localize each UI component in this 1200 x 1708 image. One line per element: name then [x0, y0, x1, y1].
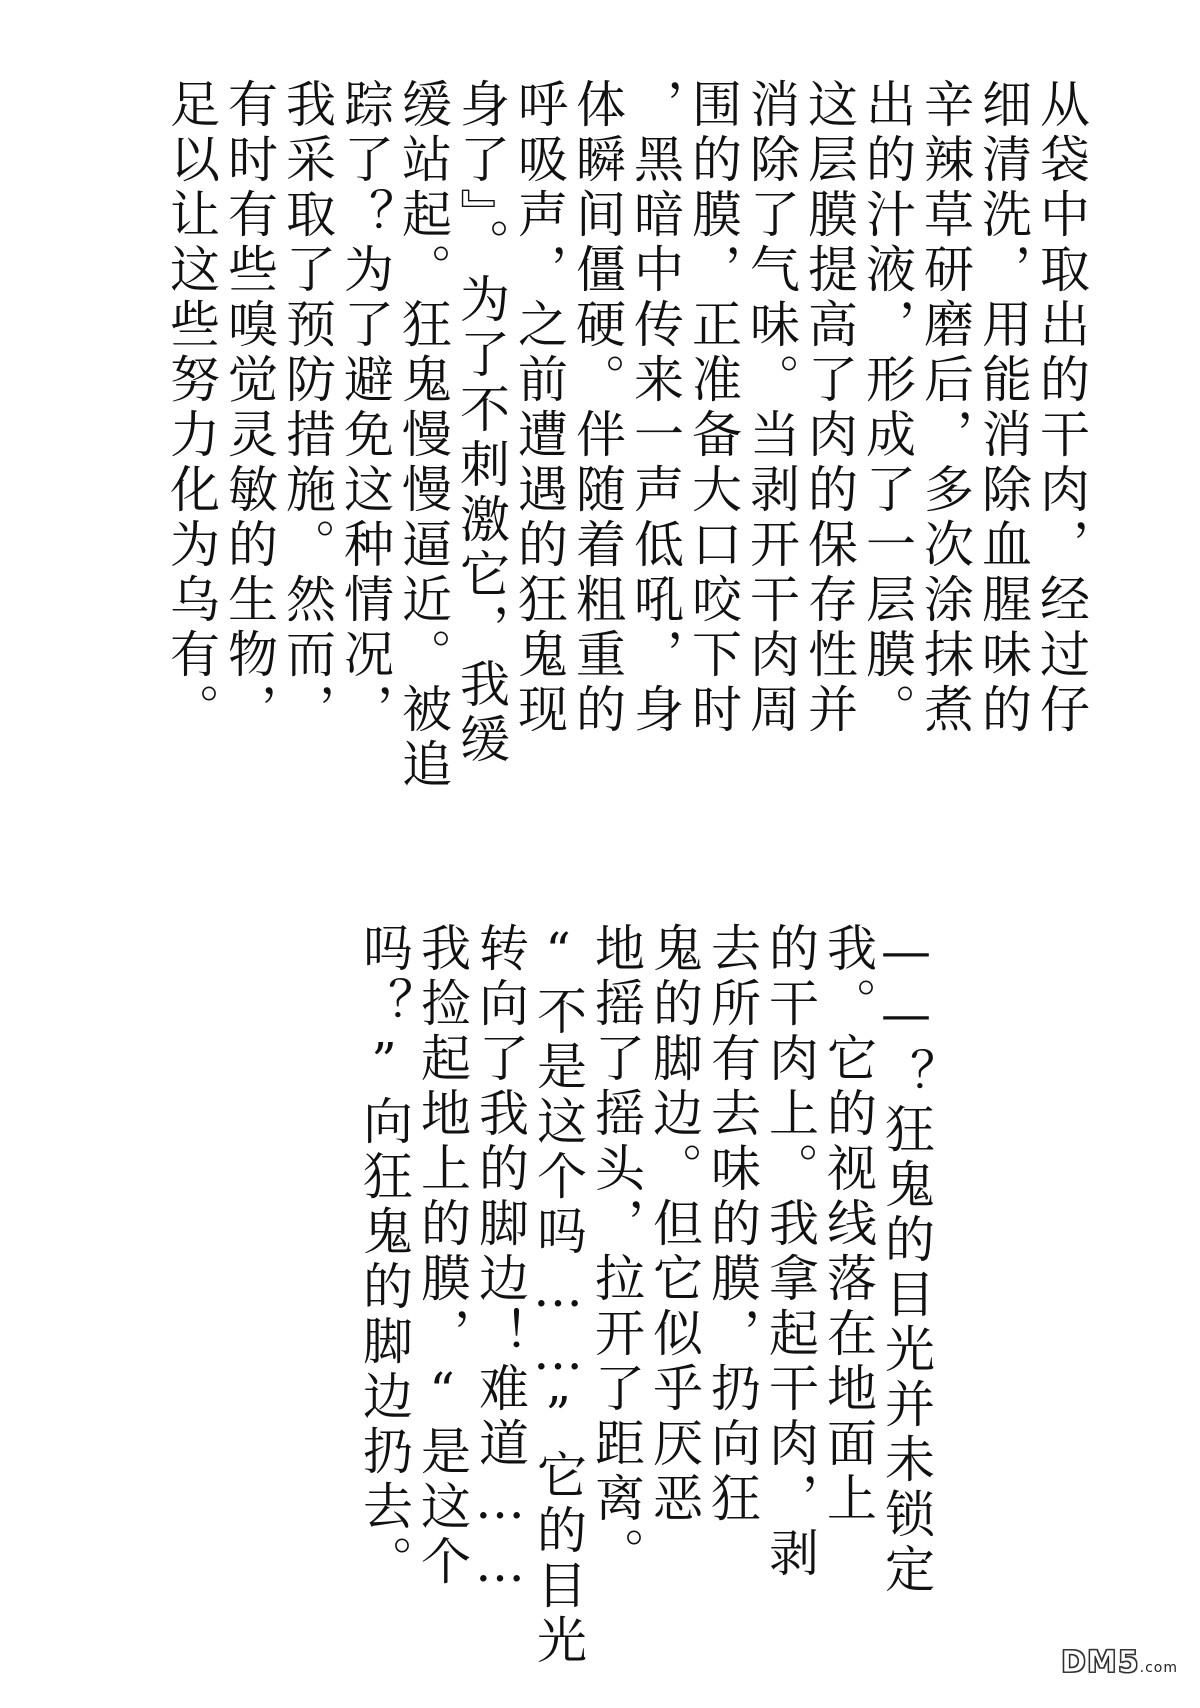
text-column: 从袋中取出的干肉，经过仔 — [1032, 78, 1090, 738]
watermark-text: DM5 — [1061, 1645, 1140, 1680]
text-column: 体瞬间僵硬。伴随着粗重的 — [568, 78, 626, 738]
text-column: 我捡起地上的膜，“是这个 — [413, 922, 471, 1590]
text-column: ——？狂鬼的目光并未锁定 — [877, 922, 935, 1598]
text-column: 这层膜提高了肉的保存性并 — [800, 78, 858, 738]
text-column: 踪了？为了避免这种情况， — [336, 78, 394, 738]
text-column: 吗？”向狂鬼的脚边扔去。 — [355, 922, 413, 1590]
text-column: 辛辣草研磨后，多次涂抹煮 — [916, 78, 974, 738]
text-column: ，黑暗中传来一声低吼，身 — [626, 78, 684, 738]
text-column: 身了』。为了不刺激它，我缓 — [452, 78, 510, 768]
text-column: 的干肉上。我拿起干肉，剥 — [761, 922, 819, 1582]
text-column: 转向了我的脚边！难道…… — [471, 922, 529, 1598]
text-column: 消除了气味。当剥开干肉周 — [742, 78, 800, 738]
text-column: 鬼的脚边。但它似乎厌恶 — [645, 922, 703, 1527]
text-column: 我采取了预防措施。然而， — [278, 78, 336, 738]
site-watermark-logo — [1061, 1645, 1178, 1680]
text-column: 缓站起。狂鬼慢慢逼近。被追 — [394, 78, 452, 793]
text-column: 出的汁液，形成了一层膜。 — [858, 78, 916, 738]
text-column: 呼吸声，之前遭遇的狂鬼现 — [510, 78, 568, 738]
paragraph-1 — [162, 78, 1090, 838]
text-column: 我。它的视线落在地面上 — [819, 922, 877, 1527]
text-column: 有时有些嗅觉灵敏的生物， — [220, 78, 278, 738]
text-column: 地摇了摇头，拉开了距离。 — [587, 922, 645, 1582]
text-column: 细清洗，用能消除血腥味的 — [974, 78, 1032, 738]
text-column: 围的膜，正准备大口咬下时 — [684, 78, 742, 738]
text-column: 足以让这些努力化为乌有。 — [162, 78, 220, 738]
watermark-suffix: .com — [1139, 1660, 1178, 1676]
text-column: 去所有去味的膜，扔向狂 — [703, 922, 761, 1527]
paragraph-2 — [355, 922, 935, 1669]
text-column: “不是这个吗……”它的目光 — [529, 922, 587, 1669]
